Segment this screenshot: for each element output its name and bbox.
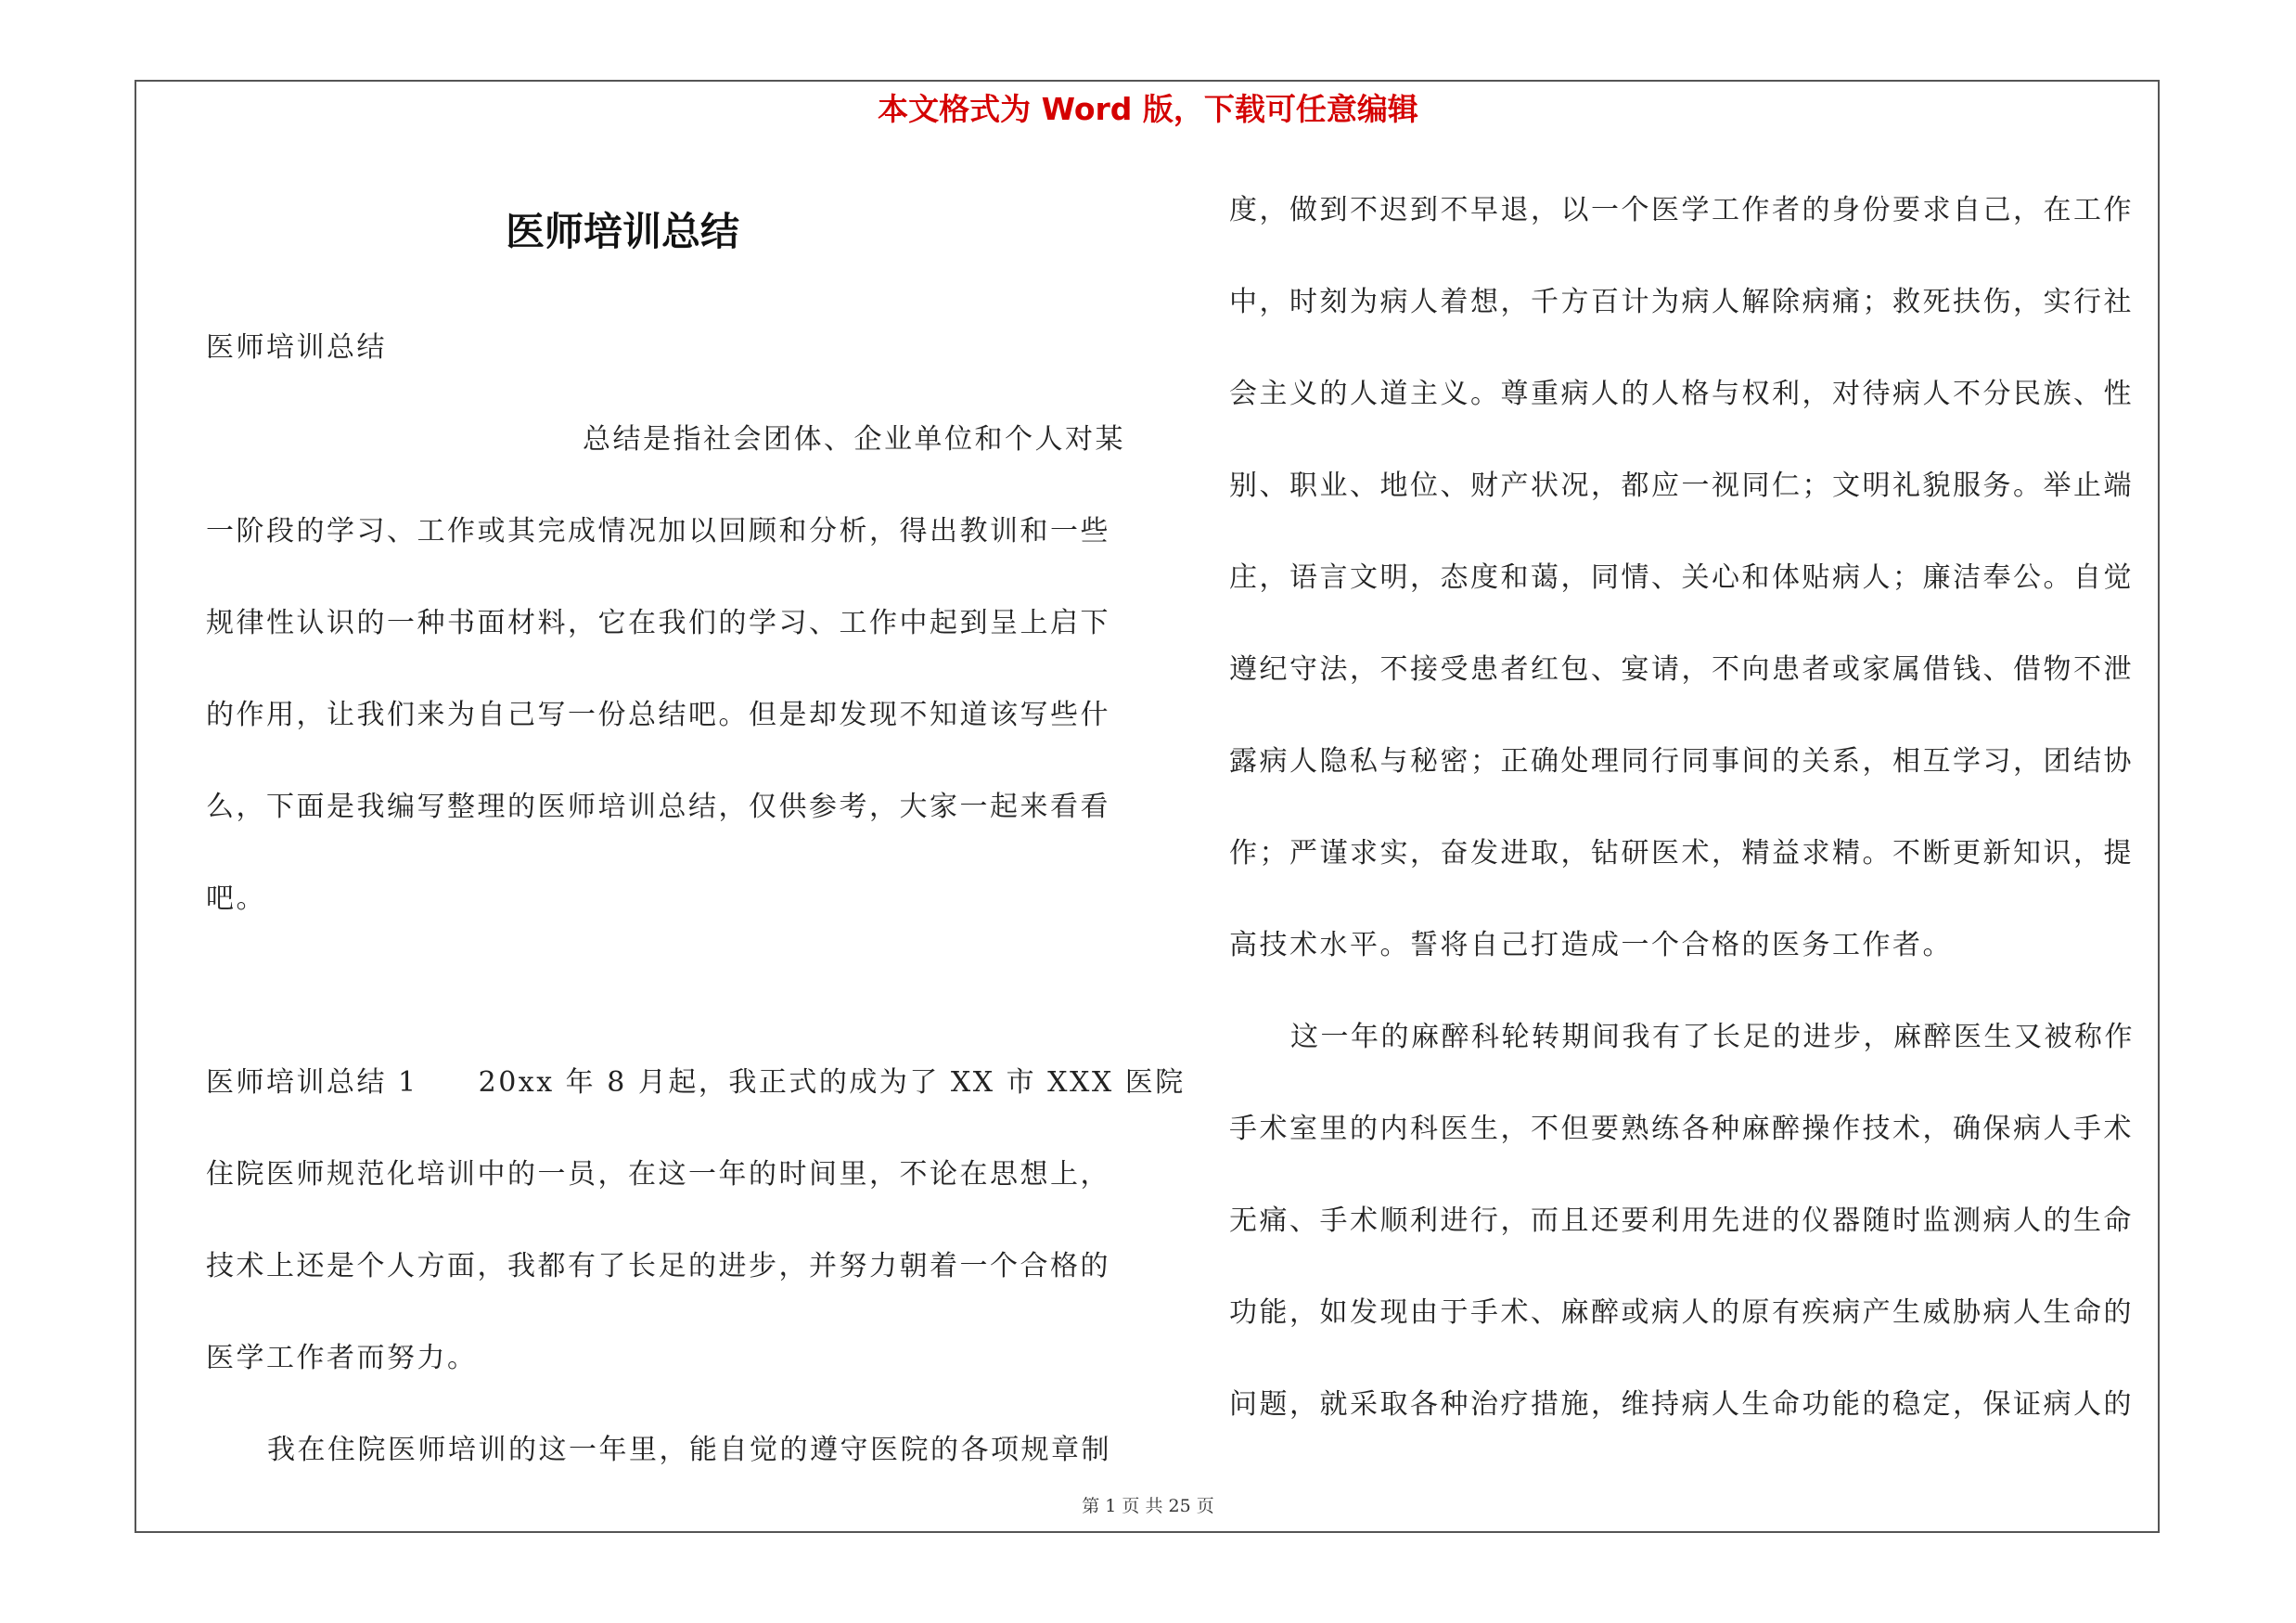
- paragraph-line: 我在住院医师培训的这一年里，能自觉的遵守医院的各项规章制: [267, 1434, 1111, 1466]
- paragraph-line: 别、职业、地位、财产状况，都应一视同仁；文明礼貌服务。举止端: [1229, 470, 2134, 502]
- paragraph-line: 吧。: [206, 882, 266, 915]
- paragraph-line: 度，做到不迟到不早退，以一个医学工作者的身份要求自己，在工作: [1229, 194, 2134, 226]
- paragraph-line: 技术上还是个人方面，我都有了长足的进步，并努力朝着一个合格的: [206, 1250, 1110, 1282]
- document-title: 医师培训总结: [506, 209, 740, 254]
- paragraph-line: 会主义的人道主义。尊重病人的人格与权利，对待病人不分民族、性: [1229, 378, 2134, 410]
- page-number-footer: 第 1 页 共 25 页: [1082, 1496, 1214, 1516]
- section-heading-line: 医师培训总结 1 20xx 年 8 月起，我正式的成为了 XX 市 XXX 医院: [206, 1066, 1186, 1099]
- paragraph-line: 功能，如发现由于手术、麻醉或病人的原有疾病产生威胁病人生命的: [1229, 1296, 2134, 1329]
- paragraph-line: 无痛、手术顺利进行，而且还要利用先进的仪器随时监测病人的生命: [1229, 1204, 2134, 1237]
- paragraph-line: 么，下面是我编写整理的医师培训总结，仅供参考，大家一起来看看: [206, 791, 1110, 823]
- paragraph-line: 高技术水平。誓将自己打造成一个合格的医务工作者。: [1229, 929, 1953, 961]
- paragraph-line: 总结是指社会团体、企业单位和个人对某: [583, 423, 1125, 456]
- paragraph-line: 的作用，让我们来为自己写一份总结吧。但是却发现不知道该写些什: [206, 699, 1110, 731]
- paragraph-line: 庄，语言文明，态度和蔼，同情、关心和体贴病人；廉洁奉公。自觉: [1229, 561, 2134, 594]
- paragraph-line: 问题，就采取各种治疗措施，维持病人生命功能的稳定，保证病人的: [1229, 1388, 2134, 1421]
- paragraph-line: 作；严谨求实，奋发进取，钻研医术，精益求精。不断更新知识，提: [1229, 837, 2134, 869]
- paragraph-line: 这一年的麻醉科轮转期间我有了长足的进步，麻醉医生又被称作: [1290, 1021, 2135, 1053]
- paragraph-line: 住院医师规范化培训中的一员，在这一年的时间里，不论在思想上，: [206, 1158, 1110, 1191]
- paragraph-line: 遵纪守法，不接受患者红包、宴请，不向患者或家属借钱、借物不泄: [1229, 653, 2134, 686]
- paragraph-line: 一阶段的学习、工作或其完成情况加以回顾和分析，得出教训和一些: [206, 515, 1110, 547]
- word-format-banner: 本文格式为 Word 版，下载可任意编辑: [878, 91, 1418, 127]
- paragraph-line: 露病人隐私与秘密；正确处理同行同事间的关系，相互学习，团结协: [1229, 745, 2134, 778]
- paragraph-line: 医学工作者而努力。: [206, 1342, 478, 1374]
- paragraph-line: 手术室里的内科医生，不但要熟练各种麻醉操作技术，确保病人手术: [1229, 1113, 2134, 1145]
- paragraph-line: 中，时刻为病人着想，千方百计为病人解除病痛；救死扶伤，实行社: [1229, 286, 2134, 318]
- paragraph-line: 规律性认识的一种书面材料，它在我们的学习、工作中起到呈上启下: [206, 607, 1110, 639]
- subtitle-line: 医师培训总结: [206, 331, 387, 364]
